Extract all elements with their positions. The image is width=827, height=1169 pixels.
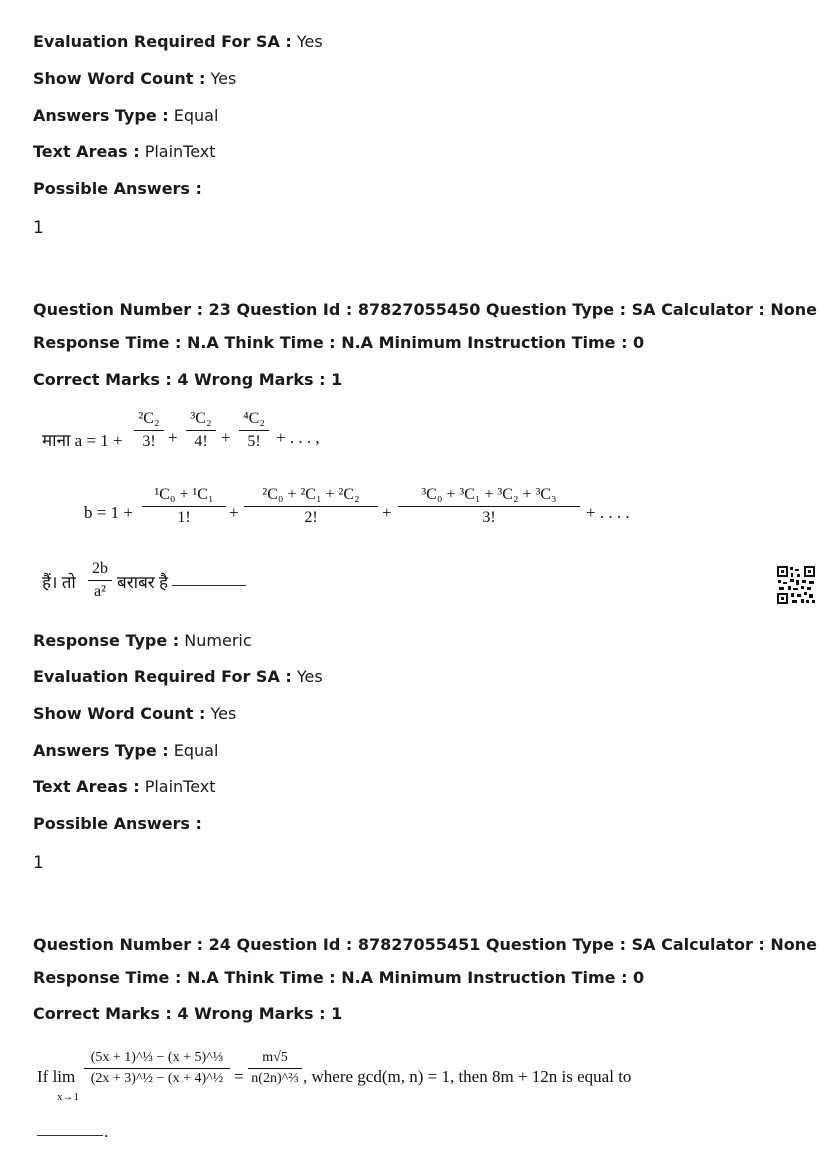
q24-tail: . [104, 1122, 109, 1141]
eval-required-row: Evaluation Required For SA : Yes [33, 667, 323, 686]
eval-required-row: Evaluation Required For SA : Yes [33, 32, 323, 51]
possible-answers-label: Possible Answers : [33, 179, 202, 198]
question-23-marks: Correct Marks : 4 Wrong Marks : 1 [33, 370, 343, 389]
q23-mana-label: माना a = 1 + [42, 431, 123, 450]
qr-code-icon [776, 565, 816, 605]
answers-type-row: Answers Type : Equal [33, 741, 219, 760]
question-23-header: Question Number : 23 Question Id : 87827055450 Question Type : SA Calculator : None [33, 300, 817, 319]
q24-lim-subscript: x→1 [57, 1091, 79, 1103]
q24-rhs-fraction: m√5 n(2n)^⅔ [248, 1050, 302, 1087]
possible-answers-label: Possible Answers : [33, 814, 202, 833]
q23-plus: + [168, 428, 178, 447]
q24-if-lim: If lim [37, 1067, 76, 1086]
question-23-timing: Response Time : N.A Think Time : N.A Minimum Instruction Time : 0 [33, 333, 645, 352]
q24-equals: = [234, 1067, 244, 1086]
q23-plus: + [229, 503, 239, 522]
text-areas-row: Text Areas : PlainText [33, 777, 216, 796]
q23-barabar: बराबर है [117, 573, 168, 592]
q23-b-term-1: ¹C₀ + ¹C₁ 1! [142, 486, 226, 527]
response-type-row: Response Type : Numeric [33, 631, 252, 650]
q23-b-term-2: ²C₀ + ²C₁ + ²C₂ 2! [244, 486, 378, 527]
q23-hain-to: हैं। तो [42, 573, 76, 592]
q24-limit-fraction: (5x + 1)^⅓ − (x + 5)^⅓ (2x + 3)^½ − (x + 4)^½ [84, 1050, 230, 1087]
show-word-count-row: Show Word Count : Yes [33, 69, 237, 88]
answers-type-row: Answers Type : Equal [33, 106, 219, 125]
possible-answer-value: 1 [33, 218, 44, 238]
q23-ratio: 2b a² [88, 560, 112, 601]
show-word-count-row: Show Word Count : Yes [33, 704, 237, 723]
q23-a-tail: + . . . , [276, 428, 320, 447]
q23-a-term-3: ⁴C₂ 5! [239, 410, 269, 451]
q24-condition: , where gcd(m, n) = 1, then 8m + 12n is equal to [303, 1067, 632, 1086]
question-24-marks: Correct Marks : 4 Wrong Marks : 1 [33, 1004, 343, 1023]
question-24-header: Question Number : 24 Question Id : 87827055451 Question Type : SA Calculator : None [33, 935, 817, 954]
q23-b-term-3: ³C₀ + ³C₁ + ³C₂ + ³C₃ 3! [398, 486, 580, 527]
q23-plus: + [221, 428, 231, 447]
q23-a-term-2: ³C₂ 4! [186, 410, 216, 451]
q24-answer-blank [37, 1135, 103, 1136]
q23-b-tail: + . . . . [586, 503, 630, 522]
q23-answer-blank [172, 585, 246, 586]
q23-a-term-1: ²C₂ 3! [134, 410, 164, 451]
q23-plus: + [382, 503, 392, 522]
possible-answer-value: 1 [33, 853, 44, 873]
q23-b-lhs: b = 1 + [84, 503, 133, 522]
question-24-timing: Response Time : N.A Think Time : N.A Minimum Instruction Time : 0 [33, 968, 645, 987]
text-areas-row: Text Areas : PlainText [33, 142, 216, 161]
